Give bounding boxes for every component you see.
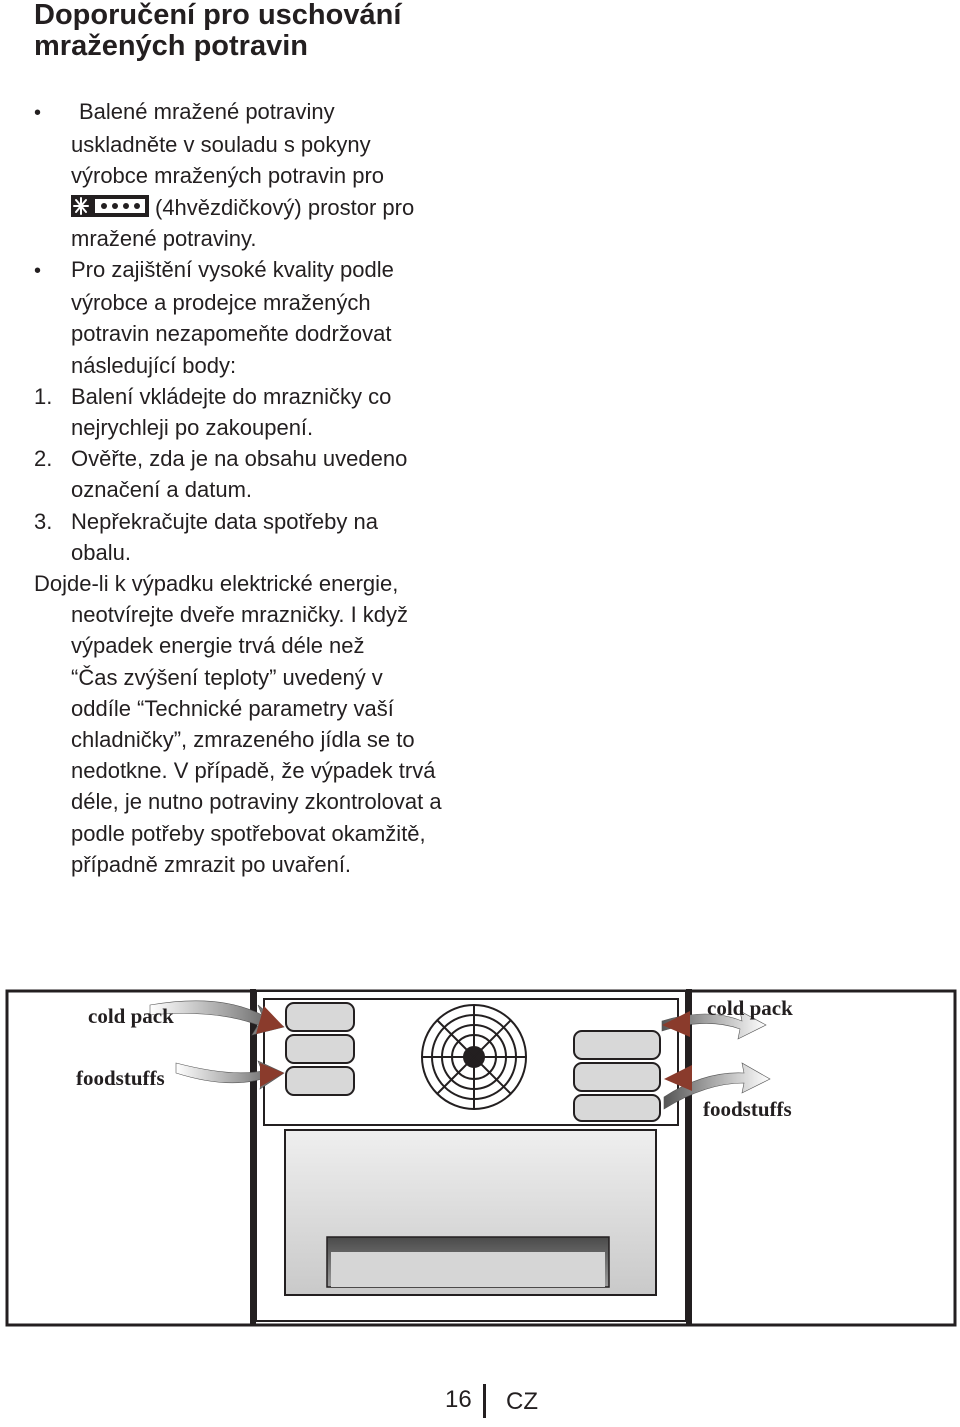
- fan-icon: [422, 1005, 526, 1109]
- bullet-2-line-3: potravin nezapomeňte dodržovat: [71, 321, 392, 347]
- bullet-1-line-2: uskladněte v souladu s pokyny: [71, 132, 371, 158]
- step-3-line-1: [34, 506, 554, 537]
- freezer-diagram: [0, 985, 960, 1330]
- language-code: CZ: [506, 1388, 538, 1415]
- step-3-line-2: obalu.: [71, 539, 131, 565]
- cold-pack: [574, 1031, 660, 1059]
- paragraph-line: nedotkne. V případě, že výpadek trvá: [71, 758, 436, 784]
- bullet-marker: •: [34, 102, 42, 124]
- cold-pack: [286, 1067, 354, 1095]
- paragraph-line: chladničky”, zmrazeného jídla se to: [71, 727, 415, 753]
- page-title: [34, 0, 401, 62]
- paragraph-line: výpadek energie trvá déle než: [71, 633, 365, 659]
- bullet-1-line-1: [34, 96, 554, 129]
- four-star-freezer-icon: [71, 194, 149, 218]
- label-cold-pack-right: cold pack: [707, 996, 793, 1020]
- step-number: 3.: [34, 508, 53, 534]
- title-line-1: Doporučení pro uschování: [34, 0, 402, 31]
- bullet-marker: •: [34, 260, 42, 283]
- step-1-line-1: [34, 381, 554, 412]
- step-2-line-1: [34, 443, 554, 474]
- bullet-text: Pro zajištění vysoké kvality podle: [71, 257, 394, 283]
- paragraph-line: neotvírejte dveře mrazničky. I když: [71, 602, 409, 628]
- footer-divider: [483, 1384, 486, 1418]
- bullet-1-line-3: výrobce mražených potravin pro: [71, 163, 385, 189]
- bullet-text: (4hvězdičkový) prostor pro: [155, 194, 415, 220]
- cold-pack: [574, 1063, 660, 1091]
- step-text: Ověřte, zda je na obsahu uvedeno: [71, 446, 408, 472]
- bullet-1-line-5: mražené potraviny.: [71, 225, 257, 251]
- cold-pack: [286, 1035, 354, 1063]
- label-cold-pack-left: cold pack: [88, 1004, 174, 1028]
- paragraph-line: déle, je nutno potraviny zkontrolovat a: [71, 789, 442, 815]
- step-text: Balení vkládejte do mrazničky co: [71, 383, 392, 409]
- bullet-2-line-2: výrobce a prodejce mražených: [71, 290, 371, 316]
- page-number: 16: [445, 1386, 472, 1413]
- body-text: [34, 96, 554, 880]
- step-2-line-2: označení a datum.: [71, 477, 253, 503]
- bullet-1-line-4: [34, 192, 554, 223]
- page-footer: [0, 1378, 960, 1423]
- step-text: Nepřekračujte data spotřeby na: [71, 508, 378, 534]
- cold-pack: [574, 1095, 660, 1121]
- step-1-line-2: nejrychleji po zakoupení.: [71, 415, 314, 441]
- right-cold-packs: [574, 1031, 660, 1121]
- bullet-text: Balené mražené potraviny: [79, 99, 335, 124]
- step-number: 2.: [34, 446, 53, 472]
- cold-pack: [286, 1003, 354, 1031]
- paragraph-line: “Čas zvýšení teploty” uvedený v: [71, 664, 383, 690]
- paragraph-line: Dojde-li k výpadku elektrické energie,: [34, 571, 399, 597]
- paragraph-line: oddíle “Technické parametry vaší: [71, 695, 394, 721]
- step-number: 1.: [34, 383, 53, 409]
- label-foodstuffs-left: foodstuffs: [76, 1066, 165, 1090]
- bullet-2-line-1: [34, 254, 554, 287]
- label-foodstuffs-right: foodstuffs: [703, 1097, 792, 1121]
- bullet-2-line-4: následující body:: [71, 352, 237, 378]
- title-line-2: mražených potravin: [34, 30, 308, 62]
- drawer-handle-inner: [331, 1252, 605, 1287]
- paragraph-line: podle potřeby spotřebovat okamžitě,: [71, 820, 426, 846]
- paragraph-line: případně zmrazit po uvaření.: [71, 851, 352, 877]
- left-cold-packs: [286, 1003, 354, 1095]
